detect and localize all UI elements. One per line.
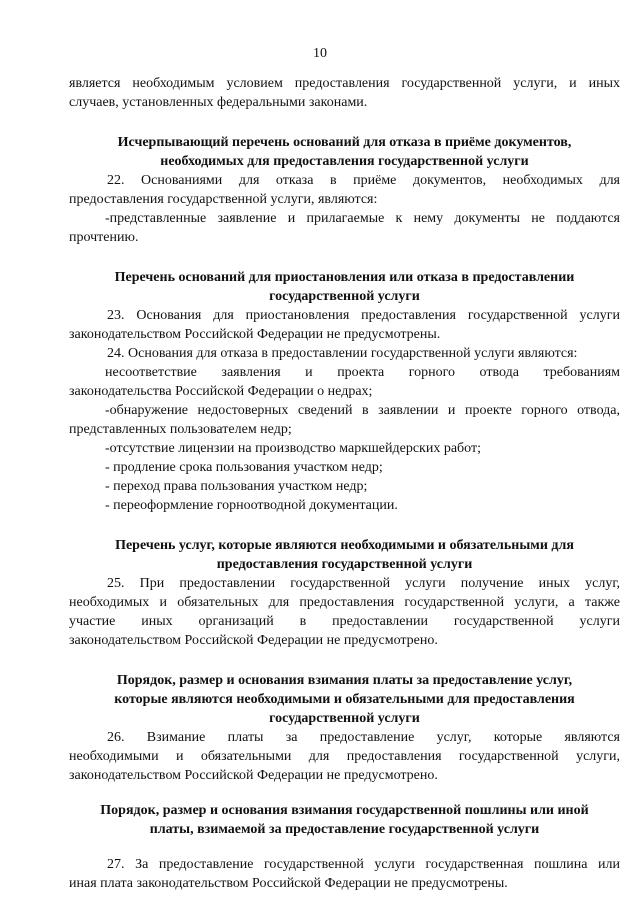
list-item: -представленные заявление и прилагаемые к нему документы не поддаются xyxy=(105,211,620,226)
list-item: -обнаружение недостоверных сведений в заявлении и проекте горного отвода, xyxy=(105,403,620,418)
intro-line-1: является необходимым условием предоставления государственной услуги, и иных xyxy=(69,76,620,91)
paragraph-23-line-1: 23. Основания для приостановления предоставления государственной услуги xyxy=(107,308,620,323)
section-heading: государственной услуги xyxy=(269,289,420,304)
section-suspension-refusal xyxy=(69,268,620,515)
list-item-continuation: прочтению. xyxy=(69,230,139,245)
list-item: - переоформление горноотводной документации. xyxy=(105,498,398,513)
list-item-continuation: представленных пользователем недр; xyxy=(69,422,292,437)
section-heading: Перечень оснований для приостановления или отказа в предоставлении xyxy=(114,270,575,285)
section-heading: предоставления государственной услуги xyxy=(216,557,473,572)
section-heading: Перечень услуг, которые являются необходимыми и обязательными для xyxy=(115,538,574,553)
document-body xyxy=(69,74,620,893)
section-heading: Порядок, размер и основания взимания платы за предоставление услуг, xyxy=(116,673,573,688)
section-heading: платы, взимаемой за предоставление государственной услуги xyxy=(149,822,540,837)
page-number: 10 xyxy=(313,46,327,61)
section-heading: государственной услуги xyxy=(269,711,420,726)
section-heading: Порядок, размер и основания взимания государственной пошлины или иной xyxy=(100,803,589,818)
paragraph-25-line-1: 25. При предоставлении государственной услуги получение иных услуг, xyxy=(107,576,620,591)
section-heading: необходимых для предоставления государственной услуги xyxy=(160,154,529,169)
paragraph-25-line-2: необходимых и обязательных для предоставления государственной услуги, а также xyxy=(69,595,620,610)
list-item: несоответствие заявления и проекта горного отвода требованиям xyxy=(105,365,620,380)
paragraph-26-line-1: 26. Взимание платы за предоставление услуг, которые являются xyxy=(107,730,620,745)
section-heading: которые являются необходимыми и обязательными для предоставления xyxy=(114,692,575,707)
paragraph-22-line-2: предоставления государственной услуги, являются: xyxy=(69,192,378,207)
section-state-duty xyxy=(69,801,620,893)
section-refusal-documents xyxy=(69,133,620,247)
list-item: - переход права пользования участком недр; xyxy=(105,479,368,494)
paragraph-27-line-1: 27. За предоставление государственной услуги государственная пошлина или xyxy=(107,857,620,872)
intro-line-2: случаев, установленных федеральными законами. xyxy=(69,95,368,110)
list-item: -отсутствие лицензии на производство маркшейдерских работ; xyxy=(105,441,481,456)
list-item: - продление срока пользования участком недр; xyxy=(105,460,383,475)
paragraph-26-line-3: законодательством Российской Федерации не предусмотрено. xyxy=(69,768,438,783)
paragraph-25-line-3: участие иных организаций в предоставлении государственной услуги xyxy=(69,614,620,629)
section-required-services xyxy=(69,536,620,650)
paragraph-26-line-2: необходимыми и обязательными для предоставления государственной услуги, xyxy=(69,749,620,764)
section-heading: Исчерпывающий перечень оснований для отказа в приёме документов, xyxy=(117,135,572,150)
paragraph-25-line-4: законодательством Российской Федерации не предусмотрено. xyxy=(69,633,438,648)
paragraph-27-line-2: иная плата законодательством Российской Федерации не предусмотрены. xyxy=(69,876,508,891)
paragraph-22-line-1: 22. Основаниями для отказа в приёме документов, необходимых для xyxy=(107,173,620,188)
section-service-fees xyxy=(69,671,620,785)
list-item-continuation: законодательства Российской Федерации о недрах; xyxy=(69,384,373,399)
paragraph-23-line-2: законодательством Российской Федерации не предусмотрены. xyxy=(69,327,441,342)
paragraph-24: 24. Основания для отказа в предоставлении государственной услуги являются: xyxy=(107,346,578,361)
